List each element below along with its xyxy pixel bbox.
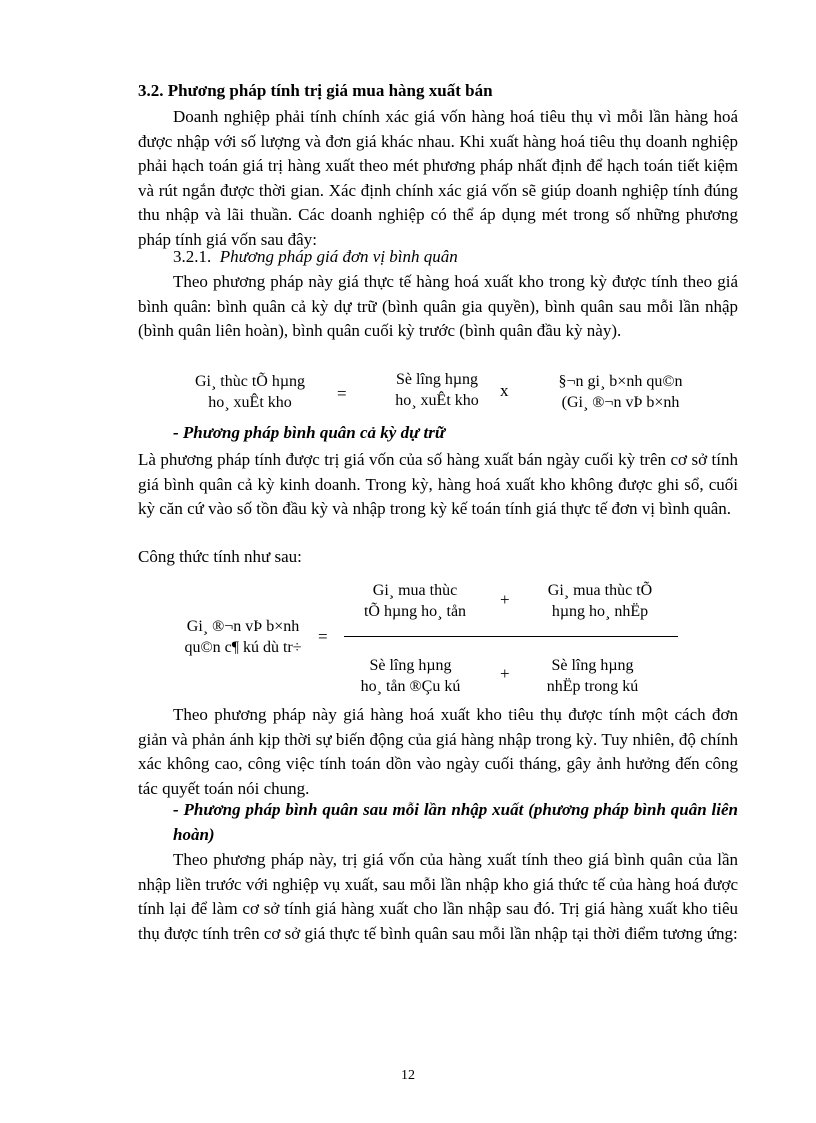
formula2-den1-line1: Sè lîng hµng [369, 657, 452, 674]
formula1-mid-line2: ho¸ xuÊt kho [395, 392, 479, 409]
formula2-lhs-line1: Gi¸ ®¬n vÞ b×nh [186, 618, 300, 635]
paragraph-method2: Theo phương pháp này, trị giá vốn của hàng xuất tính theo giá bình quân của lần nhập liền trước với nghiệp vụ xuất, sau mỗi lần nhập kho giá thức tế của hàng hoá được tính lại để làm cơ sở tính giá hàng xuất cho lần nhập sau đó. Trị giá hàng xuất kho tiêu thụ được tính trên cơ sở giá thực tế bình quân sau mỗi lần nhập tại thời điểm tương ứng: [138, 850, 738, 943]
formula1-mid [378, 369, 496, 411]
subsection-title: Phương pháp giá đơn vị bình quân [219, 247, 458, 266]
formula1-lhs-line2: ho¸ xuÊt kho [208, 394, 292, 411]
paragraph-intro: Doanh nghiệp phải tính chính xác giá vốn hàng hoá tiêu thụ vì mỗi lần hàng hoá được nhập với số lượng và đơn giá khác nhau. Khi xuất hàng hoá tiêu thụ doanh nghiệp phải hạch toán giá trị hàng xuất theo mét phương pháp nhất định để hạch toán tiết kiệm và rút ngắn được thời gian. Xác định chính xác giá vốn sẽ giúp doanh nghiệp tính đúng thu nhập và lãi thuần. Các doanh nghiệp có thể áp dụng mét trong số những phương pháp tính giá vốn sau đây: [138, 107, 738, 249]
formula2-equals: = [318, 627, 328, 646]
formula2-lhs-line2: qu©n c¶ kú dù tr÷ [184, 639, 302, 656]
formula2-den2-line2: nhËp trong kú [546, 678, 639, 695]
formula2-plus-bottom: + [500, 664, 510, 683]
formula2-denominator-2 [530, 655, 655, 697]
formula1-rhs-line2: (Gi¸ ®¬n vÞ b×nh [561, 394, 680, 411]
formula2-num1-line1: Gi¸ mua thùc [372, 582, 458, 599]
method1-title: - Phương pháp bình quân cả kỳ dự trữ [173, 423, 446, 442]
formula1-rhs [538, 371, 703, 413]
paragraph-method1-evaluation: Theo phương pháp này giá hàng hoá xuất kho tiêu thụ được tính một cách đơn giản và phản ánh kịp thời sự biến động của giá hàng nhập trong kỳ. Tuy nhiên, độ chính xác không cao, công việc tính toán dồn vào ngày cuối tháng, gây ảnh hưởng đến công tác quyết toán nói chung. [138, 705, 738, 798]
subsection-heading [138, 245, 738, 270]
page-number: 12 [401, 1068, 415, 1083]
formula2-den1-line2: ho¸ tån ®Çu kú [360, 678, 461, 695]
formula2-denominator-1 [348, 655, 473, 697]
formula2-lhs [168, 616, 318, 658]
formula2-num2-line2: hµng ho¸ nhËp [551, 603, 649, 620]
formula2-num1-line2: tÕ hµng ho¸ tån [363, 603, 467, 620]
formula1-lhs [180, 371, 320, 413]
formula1-mid-line1: Sè lîng hµng [395, 371, 479, 388]
formula-label: Công thức tính như sau: [138, 547, 302, 566]
formula1-equals: = [337, 384, 347, 403]
formula1-lhs-line1: Gi¸ thùc tÕ hµng [194, 373, 306, 390]
method2-title: - Phương pháp bình quân sau mỗi lần nhập xuất (phương pháp bình quân liên hoàn) [173, 800, 738, 844]
paragraph-method1: Là phương pháp tính được trị giá vốn của số hàng xuất bán ngày cuối kỳ trên cơ sở tính giá bình quân cả kỳ kinh doanh. Trong kỳ, hàng hoá xuất kho không được ghi sổ, cuối kỳ căn cứ vào số tồn đầu kỳ và nhập trong kỳ kế toán tính giá thực tế đơn vị bình quân. [138, 450, 738, 518]
formula2-plus-top: + [500, 590, 510, 609]
section-title: 3.2. Phương pháp tính trị giá mua hàng xuất bán [138, 81, 493, 100]
formula1-rhs-line1: §¬n gi¸ b×nh qu©n [558, 373, 683, 390]
formula2-numerator-1 [355, 580, 475, 622]
formula2-den2-line1: Sè lîng hµng [551, 657, 634, 674]
formula2-numerator-2 [535, 580, 665, 622]
subsection-number: 3.2.1. [173, 247, 212, 266]
paragraph-average-method: Theo phương pháp này giá thực tế hàng hoá xuất kho trong kỳ được tính theo giá bình quân: bình quân cả kỳ dự trữ (bình quân gia quyền), bình quân sau mỗi lần nhập (bình quân liên hoàn), bình quân cuối kỳ trước (bình quân đầu kỳ này). [138, 272, 738, 340]
formula1-times: x [500, 381, 509, 400]
formula2-fraction-bar [344, 636, 678, 637]
formula2-num2-line1: Gi¸ mua thùc tÕ [547, 582, 653, 599]
